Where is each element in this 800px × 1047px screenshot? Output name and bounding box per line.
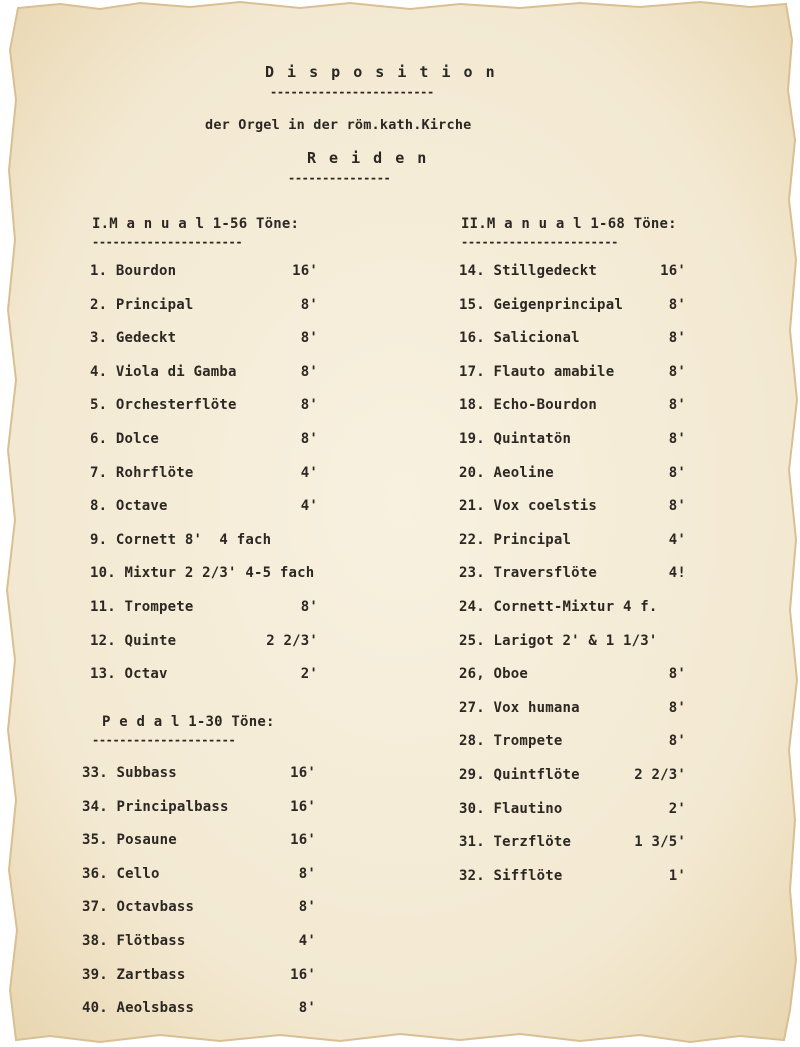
stop-name: 39. Zartbass	[82, 966, 186, 983]
stop-row	[0, 633, 800, 651]
stop-pitch: 4'	[300, 498, 318, 515]
stop-name: 38. Flötbass	[82, 933, 186, 949]
stop-name: 30. Flautino	[459, 800, 563, 817]
stop-name: 19. Quintatön	[459, 431, 572, 447]
stop-row	[0, 599, 800, 617]
place-underline: ---------------	[288, 171, 391, 185]
stop-name: 8. Octave	[90, 498, 168, 515]
stop-pitch: 8'	[300, 296, 318, 313]
stop-pitch: 4'	[668, 531, 686, 548]
stop-pitch: 8'	[300, 363, 318, 380]
stop-pitch: 16'	[660, 263, 686, 279]
stop-pitch: 2 2/3'	[634, 767, 686, 783]
manual2-underline: -----------------------	[461, 235, 618, 249]
stop-pitch: 8'	[668, 464, 686, 481]
stop-row	[0, 465, 800, 483]
stop-pitch: 8'	[668, 296, 686, 313]
stop-row	[0, 330, 800, 348]
stop-pitch: 8'	[298, 899, 316, 916]
stop-pitch: 8'	[668, 498, 686, 515]
stop-pitch: 8'	[668, 666, 686, 683]
stop-name: 34. Principalbass	[82, 798, 229, 815]
stop-pitch: 4'	[300, 464, 318, 481]
stop-name: 4. Viola di Gamba	[90, 363, 237, 380]
stop-pitch: 8'	[668, 733, 686, 750]
stop-name: 9. Cornett 8' 4 fach	[90, 531, 272, 548]
stop-row	[0, 865, 800, 886]
stop-pitch: 16'	[290, 765, 316, 781]
stop-row	[0, 933, 800, 951]
stop-name: 32. Sifflöte	[459, 867, 563, 884]
stop-name: 26, Oboe	[459, 666, 529, 683]
stop-name: 25. Larigot 2' & 1 1/3'	[459, 632, 658, 649]
stop-pitch: 8'	[300, 431, 318, 447]
stop-pitch: 8'	[298, 1000, 316, 1017]
stop-row	[0, 666, 800, 684]
stop-name: 28. Trompete	[459, 733, 563, 750]
stop-pitch: 8'	[300, 330, 318, 347]
stop-name: 27. Vox humana	[459, 699, 580, 716]
stop-row	[0, 834, 800, 852]
stop-name: 2. Principal	[90, 296, 194, 313]
stop-pitch: 4'	[298, 933, 316, 949]
stop-name: 20. Aeoline	[459, 464, 554, 481]
stop-row	[0, 297, 800, 315]
stop-row	[0, 397, 800, 415]
stop-row	[0, 263, 800, 281]
stop-name: 15. Geigenprincipal	[459, 296, 623, 313]
stop-name: 11. Trompete	[90, 599, 194, 615]
stop-name: 31. Terzflöte	[459, 834, 572, 851]
stop-name: 21. Vox coelstis	[459, 498, 598, 515]
title-underline: ------------------------	[270, 85, 434, 99]
stop-row	[0, 967, 800, 985]
stop-row	[0, 1000, 800, 1018]
stop-pitch: 16'	[292, 263, 318, 279]
stop-row	[0, 767, 800, 785]
stop-name: 12. Quinte	[90, 632, 177, 649]
stop-pitch: 8'	[668, 330, 686, 347]
document-title: D i s p o s i t i o n	[265, 63, 497, 81]
stop-pitch: 4!	[668, 565, 686, 582]
stop-name: 5. Orchesterflöte	[90, 397, 237, 414]
stop-name: 37. Octavbass	[82, 899, 195, 916]
stop-pitch: 2'	[300, 666, 318, 683]
stop-name: 18. Echo-Bourdon	[459, 397, 598, 414]
stop-name: 29. Quintflöte	[459, 767, 580, 783]
stop-name: 36. Cello	[82, 865, 160, 882]
stop-name: 17. Flauto amabile	[459, 363, 615, 380]
stop-pitch: 8'	[668, 699, 686, 716]
stop-pitch: 16'	[290, 832, 316, 849]
stop-row	[0, 733, 800, 751]
stop-row	[0, 431, 800, 449]
stop-name: 7. Rohrflöte	[90, 464, 194, 481]
stop-name: 40. Aeolsbass	[82, 1000, 195, 1017]
stop-pitch: 2'	[668, 800, 686, 817]
stop-pitch: 16'	[290, 966, 316, 983]
stop-name: 1. Bourdon	[90, 263, 177, 279]
stop-pitch: 1'	[668, 867, 686, 884]
pedal-heading: P e d a l 1-30 Töne:	[102, 714, 275, 730]
stop-pitch: 1 3/5'	[634, 834, 686, 851]
stop-name: 10. Mixtur 2 2/3' 4-5 fach	[90, 565, 315, 582]
stop-row	[0, 498, 800, 516]
stop-name: 33. Subbass	[82, 765, 177, 781]
stop-name: 6. Dolce	[90, 431, 160, 447]
stop-pitch: 2 2/3'	[266, 632, 318, 649]
stop-pitch: 8'	[298, 865, 316, 882]
stop-name: 3. Gedeckt	[90, 330, 177, 347]
stop-pitch: 8'	[668, 397, 686, 414]
manual1-heading: I.M a n u a l 1-56 Töne:	[92, 216, 300, 232]
stop-pitch: 8'	[668, 431, 686, 447]
stop-row	[0, 364, 800, 382]
place-name: R e i d e n	[307, 149, 429, 167]
stop-name: 23. Traversflöte	[459, 565, 598, 582]
stop-row	[0, 700, 800, 718]
manual1-underline: ----------------------	[92, 235, 243, 249]
stop-name: 22. Principal	[459, 531, 572, 548]
stop-row	[0, 899, 800, 917]
manual2-heading: II.M a n u a l 1-68 Töne:	[461, 216, 677, 232]
stop-pitch: 8'	[300, 397, 318, 414]
stop-name: 14. Stillgedeckt	[459, 263, 598, 279]
stop-name: 24. Cornett-Mixtur 4 f.	[459, 599, 658, 615]
stop-name: 13. Octav	[90, 666, 168, 683]
stop-pitch: 8'	[300, 599, 318, 615]
document-subtitle: der Orgel in der röm.kath.Kirche	[205, 117, 472, 133]
stop-row	[0, 565, 800, 583]
stop-name: 35. Posaune	[82, 832, 177, 849]
pedal-underline: ---------------------	[92, 733, 236, 747]
stop-name: 16. Salicional	[459, 330, 580, 347]
stop-pitch: 16'	[290, 798, 316, 815]
stop-row	[0, 798, 800, 819]
stop-pitch: 8'	[668, 363, 686, 380]
stop-row	[0, 532, 800, 550]
